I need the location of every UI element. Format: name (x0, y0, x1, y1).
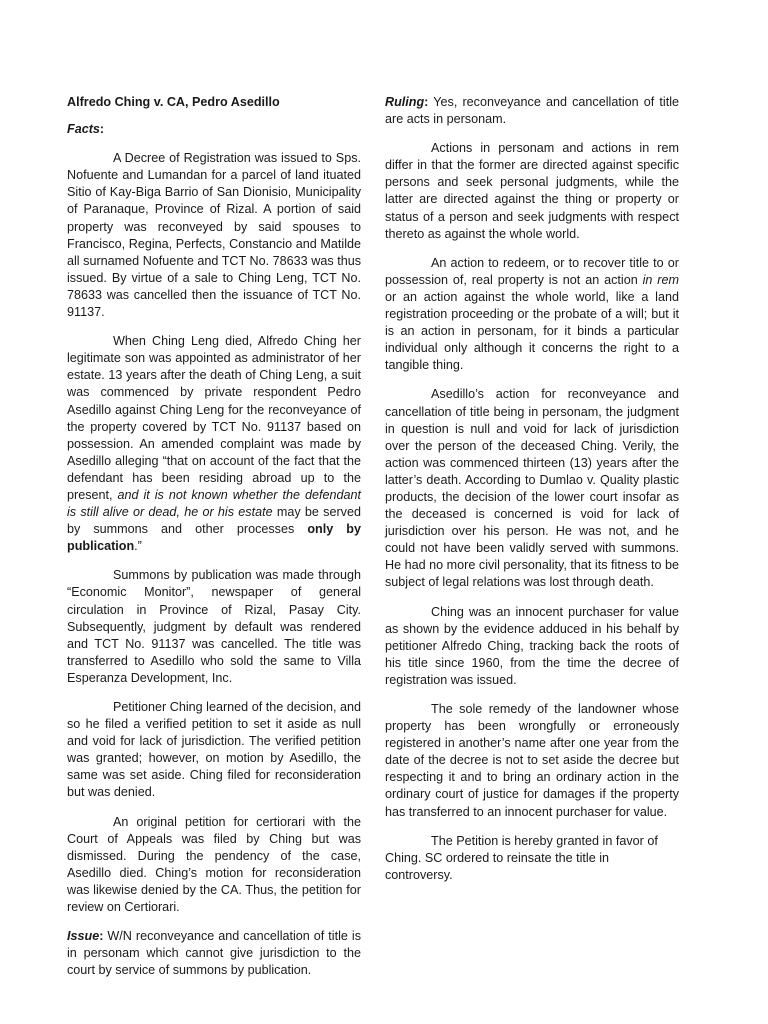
facts-paragraph-4: Petitioner Ching learned of the decision, and so he filed a verified petition to set it aside as null and void for lack of jurisdiction. The verified petition was granted; however, on motion by Asedillo, the same was set aside. Ching filed for reconsideration but was denied. (67, 700, 361, 800)
issue-paragraph (67, 928, 361, 979)
facts-paragraph-1: A Decree of Registration was issued to Sps. Nofuente and Lumandan for a parcel of land ituated Sitio of Kay-Biga Barrio of San Dionisio, Municipality of Paranaque, Province of Rizal. A portion of said property was reconveyed by said spouses to Francisco, Regina, Perfects, Constancio and Matilde all surnamed Nofuente and TCT No. 78633 was thus issued. By virtue of a sale to Ching Leng, TCT No. 78633 was cancelled then the issuance of TCT No. 91137. (67, 151, 361, 320)
ruling-colon: : (424, 95, 429, 109)
facts-p2-text-b: may be served by summons and other processes (67, 505, 361, 537)
facts-paragraph-3: Summons by publication was made through “Economic Monitor”, newspaper of general circulation in Province of Rizal, Pasay City. Subsequently, judgment by default was rendered and TCT No. 91137 was cancelled. The title was transferred to Asedillo who sold the same to Villa Esperanza Development, Inc. (67, 568, 361, 685)
facts-p2-italic: and it is not known whether the defendant is still alive or dead, he or his estate (67, 487, 361, 520)
ruling-paragraph-6: The Petition is hereby granted in favor of Ching. SC ordered to reinsate the title in controversy. (385, 833, 658, 882)
case-title: Alfredo Ching v. CA, Pedro Asedillo (67, 95, 280, 109)
issue-colon: : (99, 929, 104, 944)
ruling-text: Yes, reconveyance and cancellation of title are acts in personam. (385, 95, 679, 127)
facts-paragraph-2 (67, 333, 361, 555)
ruling-paragraph (385, 94, 679, 128)
facts-paragraph-5: An original petition for certiorari with the Court of Appeals was filed by Ching but was dismissed. During the pendency of the case, Asedillo died. Ching’s motion for reconsideration was likewise denied by the CA. Thus, the petition for review on Certiorari. (67, 814, 361, 915)
left-column (67, 94, 361, 1024)
right-column (385, 94, 679, 1024)
issue-text: W/N reconveyance and cancellation of title is in personam which cannot give jurisdiction to the court by service of summons by publication. (67, 929, 361, 978)
ruling-paragraph-1: Actions in personam and actions in rem differ in that the former are directed against specific persons and seek personal judgments, while the latter are directed against the thing or property or status of a person and seek judgments with respect thereto as against the whole world. (385, 141, 679, 241)
facts-p2-end: .” (134, 539, 142, 554)
facts-p2-bold: only by publication (67, 522, 361, 554)
facts-heading (67, 121, 361, 138)
facts-p2-text: When Ching Leng died, Alfredo Ching her legitimate son was appointed as administrator of her estate. 13 years after the death of Ching Leng, a suit was commenced by private respondent Pedro Asedillo against Ching Leng for the reconveyance of the property covered by TCT No. 91137 based on possession. An amended complaint was made by Asedillo alleging “that on account of the fact that the defendant has been residing abroad up to the present, (67, 334, 361, 502)
facts-label: Facts (67, 122, 100, 137)
ruling-p2-text-b: or an action against the whole world, like a land registration proceeding or the probate of a will; but it is an action in personam, for it binds a particular individual only although it concerns the right to a tangible thing. (385, 289, 679, 373)
ruling-paragraph-4: Ching was an innocent purchaser for value as shown by the evidence adduced in his behalf by petitioner Alfredo Ching, tracking back the roots of his title since 1960, from the time the decree of registration was issued. (385, 604, 679, 687)
ruling-paragraph-2 (385, 255, 679, 375)
ruling-paragraph-3: Asedillo’s action for reconveyance and cancellation of title being in personam, the judgment in question is null and void for lack of jurisdiction over the person of the deceased Ching. Verily, the action was commenced thirteen (13) years after the latter’s death. According to Dumlao v. Quality plastic products, the decision of the lower court insofar as the deceased is concerned is void for lack of jurisdiction over his person. He was not, and he could not have been validly served with summons. He had no more civil personality, that its fitness to be subject of legal relations was lost through death. (385, 387, 679, 590)
issue-label: Issue (67, 929, 100, 944)
ruling-label: Ruling (385, 95, 425, 109)
ruling-p2-text: An action to redeem, or to recover title to or possession of, real property is not an action (385, 255, 679, 287)
ruling-p2-italic: in rem (642, 272, 679, 287)
ruling-paragraph-5: The sole remedy of the landowner whose property has been wrongfully or erroneously registered in another’s name after one year from the date of the decree is not to set aside the decree but respecting it and to bring an ordinary action in the ordinary court of justice for damages if the property has transferred to an innocent purchaser for value. (385, 702, 679, 819)
facts-colon: : (99, 122, 105, 137)
